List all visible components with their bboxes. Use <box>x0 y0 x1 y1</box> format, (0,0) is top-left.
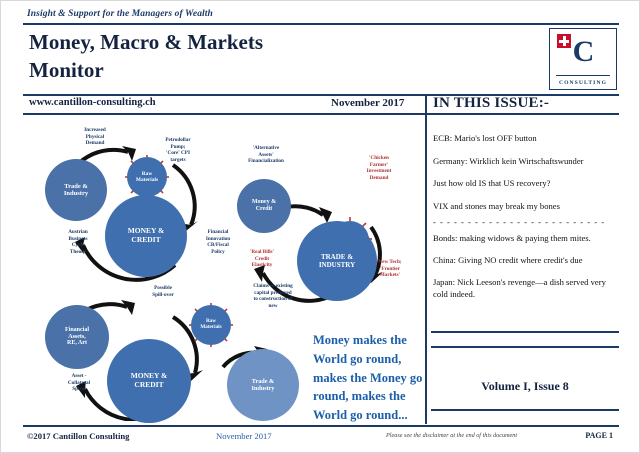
company-logo <box>549 28 617 90</box>
logo-divider <box>556 75 610 76</box>
volume-issue-label: Volume I, Issue 8 <box>481 379 569 393</box>
logo-letter: C <box>572 35 594 68</box>
page-title <box>29 28 429 85</box>
node-raw-materials-3: Raw Materials <box>191 305 231 345</box>
footer-page-number: PAGE 1 <box>585 431 613 440</box>
tagline: Insight & Support for the Managers of Wealth <box>27 9 213 19</box>
website-link[interactable]: www.cantillon-consulting.ch <box>29 97 156 108</box>
node-trade-industry-3: Trade & Industry <box>227 349 299 421</box>
annotation-claims-existing-capital: Claims to existing capital preferred to construction of new <box>253 283 293 309</box>
divider-volume-second <box>431 346 619 348</box>
toc-item[interactable]: ECB: Mario's lost OFF button <box>433 133 537 143</box>
toc-separator: - - - - - - - - - - - - - - - - - - - - - - - - - <box>433 217 606 227</box>
annotation-austrian-business-cycle: Austrian Business Cycle Theory <box>68 229 88 255</box>
annotation-alternative-assets: 'Alternative Assets' Financialization <box>248 145 284 164</box>
annotation-financial-innovation: Financial Innovation CB/Fiscal Policy <box>205 229 231 255</box>
divider-volume-bottom <box>431 409 619 411</box>
annotation-real-bills: 'Real Bills' Credit Elasticity <box>249 249 275 268</box>
footer-date: November 2017 <box>216 431 272 441</box>
node-raw-materials-1: Raw Materials <box>127 157 167 197</box>
toc-item[interactable]: China: Giving NO credit where credit's due <box>433 255 583 266</box>
node-financial-assets: Financial Assets, RE, Art <box>45 305 109 369</box>
footer-copyright: ©2017 Cantillon Consulting <box>27 431 130 441</box>
logo-name: CONSULTING <box>558 80 608 86</box>
divider-under-header <box>23 113 619 115</box>
node-money-credit-1: MONEY & CREDIT <box>105 195 187 277</box>
annotation-asset-collateral-spiral: Asset - Collateral Spiral <box>67 373 91 392</box>
annotation-petrodollar-pump: Petrodollar Pump; 'Core' CPI targets <box>165 137 191 163</box>
toc-item[interactable]: Just how old IS that US recovery? <box>433 178 551 189</box>
toc-item[interactable]: VIX and stones may break my bones <box>433 201 560 212</box>
toc-top-list <box>433 133 615 224</box>
toc-item[interactable]: Japan: Nick Leeson's revenge—a dish served very cold indeed. <box>433 277 606 299</box>
annotation-increased-physical-demand: Increased Physical Demand <box>84 127 106 146</box>
divider-footer <box>23 425 619 427</box>
masthead-line-1: Money, Macro & Markets <box>29 30 264 54</box>
column-divider <box>425 94 427 424</box>
in-this-issue-title: IN THIS ISSUE:- <box>433 95 550 111</box>
toc-item[interactable]: Germany: Wirklich kein Wirtschaftswunder <box>433 155 584 166</box>
divider-top <box>23 23 619 25</box>
node-trade-industry-2: TRADE & INDUSTRY <box>297 221 377 301</box>
divider-volume-top <box>431 331 619 333</box>
masthead-line-2: Monitor <box>29 58 104 83</box>
annotation-new-tech: New Tech; 'Frontier Markets' <box>378 259 402 278</box>
toc-item[interactable]: Bonds: making widows & paying them mites. <box>433 233 591 243</box>
annotation-possible-spillover: Possible Spill-over <box>152 285 174 298</box>
node-money-credit-3: MONEY & CREDIT <box>107 339 191 423</box>
pull-quote: Money makes the World go round, makes the Money go round, makes the World go round... <box>313 333 423 422</box>
footer-disclaimer: Please see the disclaimer at the end of this document <box>386 432 518 439</box>
toc-bottom-list <box>433 233 619 311</box>
issue-date: November 2017 <box>331 97 405 109</box>
node-money-credit-2: Money & Credit <box>237 179 291 233</box>
annotation-chicken-farmer: 'Chicken Farmer' Investment Demand <box>366 155 392 181</box>
node-trade-industry-1: Trade & Industry <box>45 159 107 221</box>
